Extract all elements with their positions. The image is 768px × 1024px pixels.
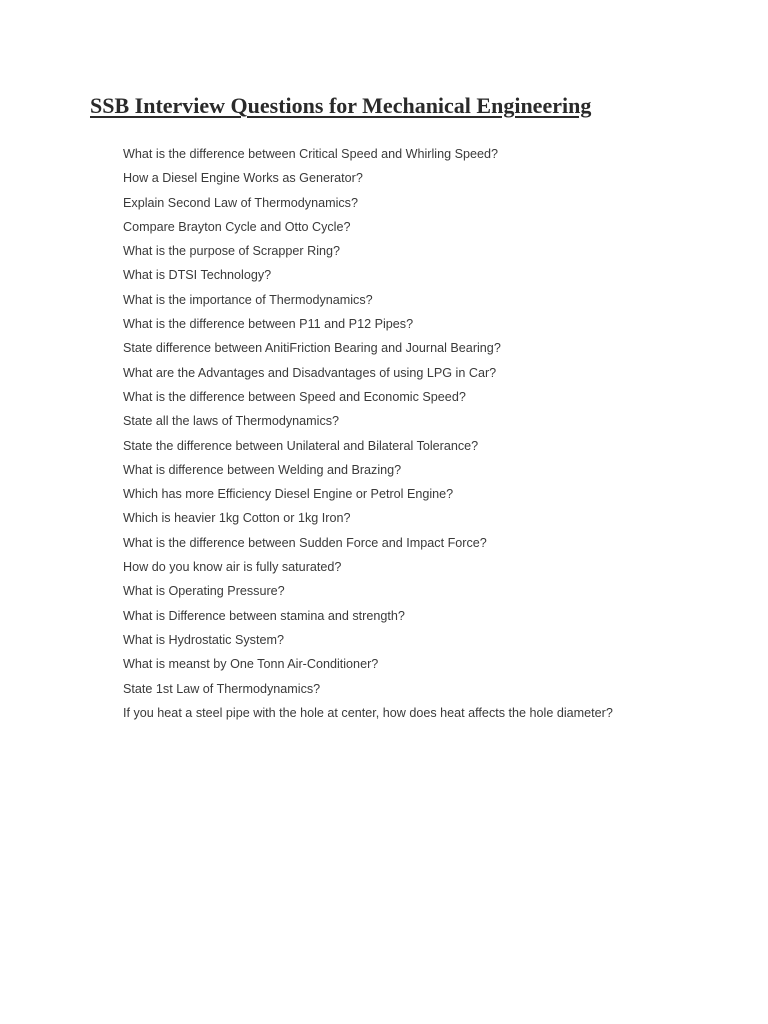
question-text: Explain Second Law of Thermodynamics?	[123, 195, 358, 210]
question-text: State difference between AnitiFriction Bearing and Journal Bearing?	[123, 341, 501, 356]
page-title: SSB Interview Questions for Mechanical Engineering	[90, 93, 592, 118]
question-text: What is the difference between Critical Speed and Whirling Speed?	[123, 147, 498, 161]
question-text: Which is heavier 1kg Cotton or 1kg Iron?	[123, 511, 351, 526]
question-text: What is DTSI Technology?	[123, 268, 272, 283]
question-text: What is the difference between Speed and Economic Speed?	[123, 389, 466, 404]
question-text: What are the Advantages and Disadvantages of using LPG in Car?	[123, 365, 497, 380]
question-text: What is the purpose of Scrapper Ring?	[123, 244, 341, 259]
question-text: What is the difference between Sudden Force and Impact Force?	[123, 535, 487, 550]
question-text: Which has more Efficiency Diesel Engine or Petrol Engine?	[123, 487, 454, 502]
question-text: What is Difference between stamina and strength?	[123, 608, 405, 623]
question-text: What is the importance of Thermodynamics?	[123, 292, 373, 307]
question-text: What is difference between Welding and Brazing?	[123, 462, 402, 477]
question-text: State the difference between Unilateral and Bilateral Tolerance?	[123, 438, 479, 453]
question-text: What is Operating Pressure?	[123, 584, 285, 599]
question-text: If you heat a steel pipe with the hole at center, how does heat affects the hole diameter?	[123, 705, 613, 720]
question-text: What is Hydrostatic System?	[123, 632, 284, 647]
question-text: How do you know air is fully saturated?	[123, 560, 342, 575]
question-text: State 1st Law of Thermodynamics?	[123, 681, 321, 696]
question-text: What is meanst by One Tonn Air-Conditioner?	[123, 657, 379, 672]
question-text: State all the laws of Thermodynamics?	[123, 414, 340, 429]
question-text: How a Diesel Engine Works as Generator?	[123, 171, 363, 186]
question-text: What is the difference between P11 and P12 Pipes?	[123, 317, 414, 332]
question-text: Compare Brayton Cycle and Otto Cycle?	[123, 219, 351, 234]
